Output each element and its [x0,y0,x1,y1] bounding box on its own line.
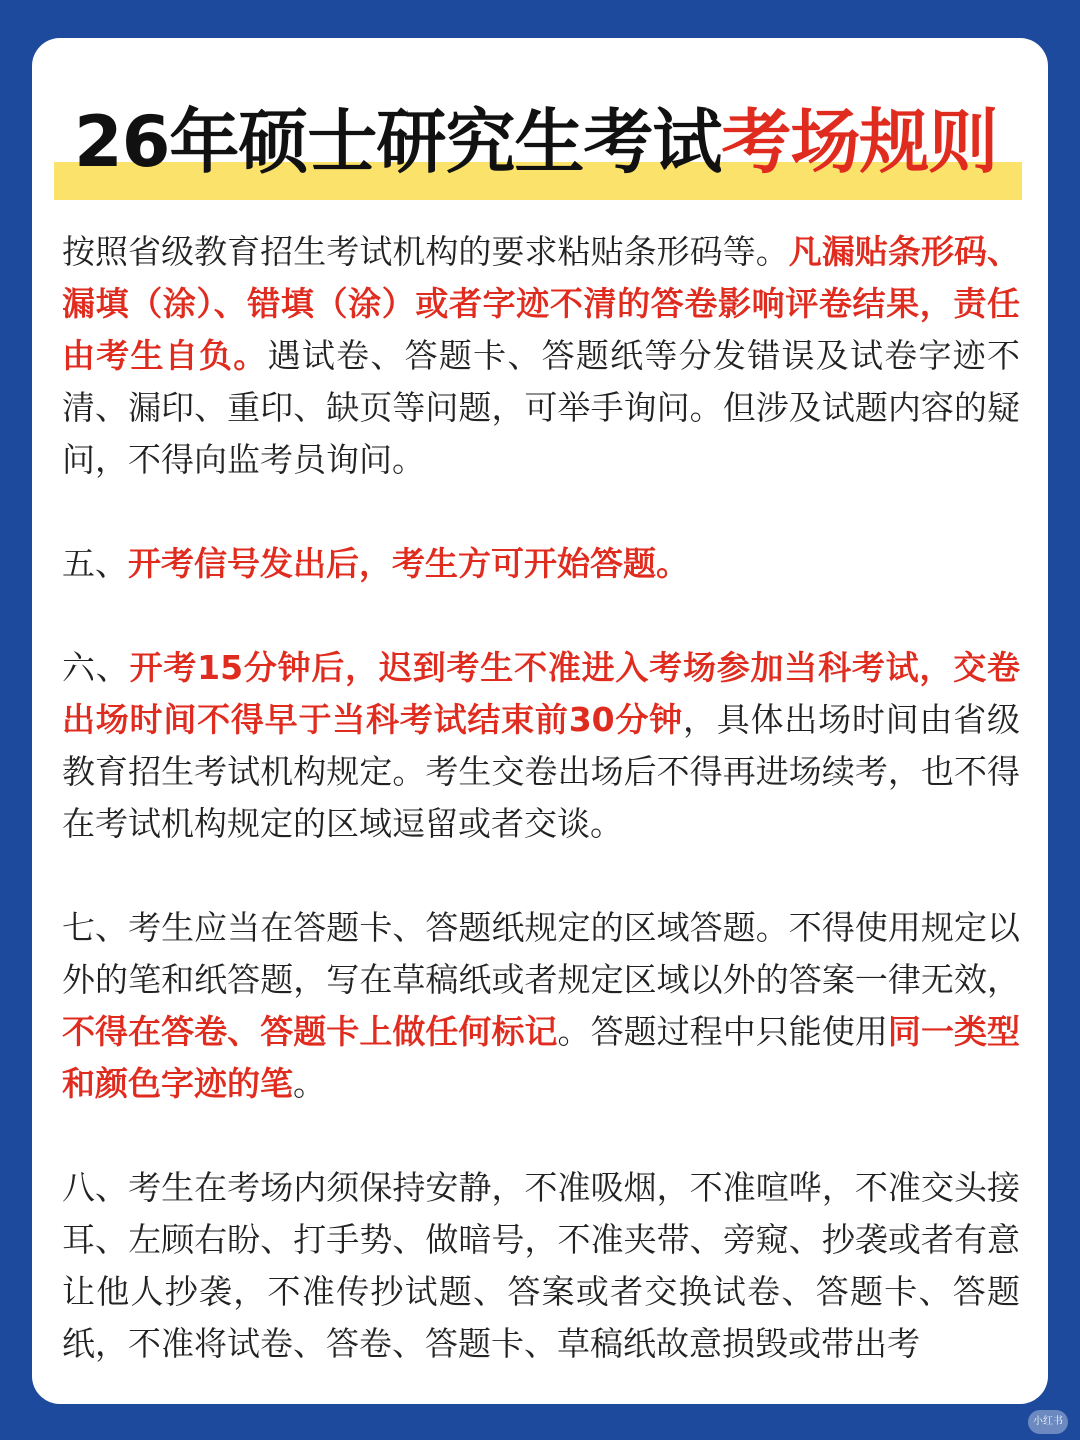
text-segment: ，具体出场时间由省级教育招生考试机构规定。考生交卷出场后不得再进场续考，也不得在考试机构规定的区域逗留或者交谈。 [62,700,1020,843]
text-segment: 五、 [62,544,128,583]
text-segment-emphasis: 不得在答卷、答题卡上做任何标记 [62,1012,558,1051]
rule-paragraph [62,902,1020,1110]
text-segment-emphasis: 凡漏贴条形码、漏填（涂）、错填（涂）或者字迹不清的答卷影响评卷结果，责任由考生自负。 [62,232,1021,375]
text-segment: 遇试卷、答题卡、答题纸等分发错误及试卷字迹不清、漏印、重印、缺页等问题，可举手询问。但涉及试题内容的疑问，不得向监考员询问。 [62,336,1021,479]
text-segment-emphasis: 同一类型和颜色字迹的笔 [62,1012,1021,1103]
watermark-logo: 小红书 [1028,1410,1068,1434]
title-block [54,90,1022,200]
text-segment-emphasis: 开考15分钟后，迟到考生不准进入考场参加当科考试，交卷出场时间不得早于当科考试结束前30分钟 [62,648,1020,739]
text-segment: 。答题过程中只能使用 [557,1012,888,1051]
text-segment: 按照省级教育招生考试机构的要求粘贴条形码等。 [62,232,789,271]
rules-content [62,226,1020,1404]
text-segment-emphasis: 开考信号发出后，考生方可开始答题。 [128,544,689,583]
text-segment: 六、 [62,648,130,687]
rule-paragraph [62,1162,1020,1370]
content-card [32,38,1048,1404]
text-segment: 八、考生在考场内须保持安静，不准吸烟，不准喧哗，不准交头接耳、左顾右盼、打手势、做暗号，不准夹带、旁窥、抄袭或者有意让他人抄袭，不准传抄试题、答案或者交换试卷、答题卡、答题纸，不准将试卷、答卷、答题卡、草稿纸故意损毁或带出考 [62,1168,1020,1363]
text-segment: 。 [293,1064,326,1103]
text-segment: 七、考生应当在答题卡、答题纸规定的区域答题。不得使用规定以外的笔和纸答题，写在草稿纸或者规定区域以外的答案一律无效， [62,908,1020,999]
title-red-part: 考场规则 [721,101,998,183]
rule-paragraph [62,538,1020,590]
title-black-part: 26年硕士研究生考试 [74,101,722,183]
page-title [74,90,1014,194]
rule-paragraph [62,226,1020,486]
rule-paragraph [62,642,1020,850]
